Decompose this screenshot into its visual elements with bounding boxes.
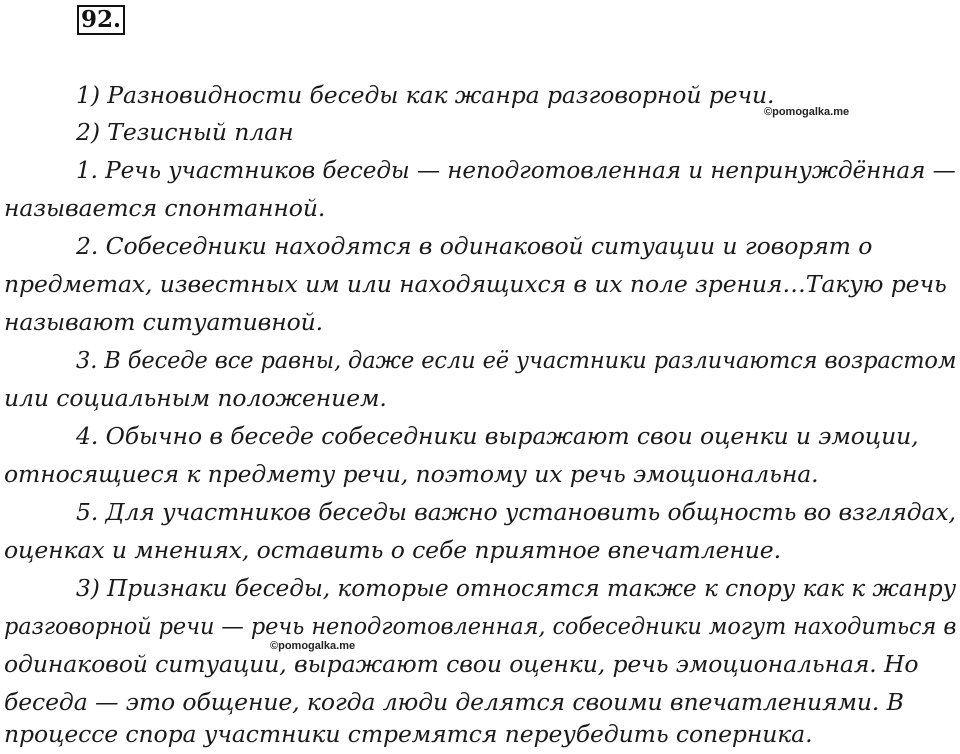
text-line: 3) Признаки беседы, которые относятся также к спору как к жанру (76, 574, 957, 602)
text-line: предметах, известных им или находящихся в их поле зрения…Такую речь (4, 270, 947, 298)
text-line: одинаковой ситуации, выражают свои оценки, речь эмоциональная. Но (4, 650, 919, 678)
watermark: ©pomogalka.me (764, 106, 850, 118)
text-line: 2) Тезисный план (76, 118, 294, 146)
text-line: 1) Разновидности беседы как жанра разговорной речи. (76, 81, 775, 109)
text-line: 1. Речь участников беседы — неподготовленная и непринуждённая — (76, 156, 956, 184)
text-line: называют ситуативной. (4, 308, 324, 336)
text-line: 4. Обычно в беседе собеседники выражают свои оценки и эмоции, (76, 422, 919, 450)
text-line: процессе спора участники стремятся переубедить соперника. (4, 720, 813, 748)
task-number: 92. (77, 5, 125, 35)
text-line: относящиеся к предмету речи, поэтому их речь эмоциональна. (4, 460, 819, 488)
text-line: или социальным положением. (4, 384, 387, 412)
text-line: оценках и мнениях, оставить о себе приятное впечатление. (4, 536, 781, 564)
text-line: называется спонтанной. (4, 194, 326, 222)
text-line: разговорной речи — речь неподготовленная, собеседники могут находиться в (4, 612, 957, 640)
watermark: ©pomogalka.me (270, 640, 356, 652)
text-line: 2. Собеседники находятся в одинаковой ситуации и говорят о (76, 232, 873, 260)
text-line: 3. В беседе все равны, даже если её участники различаются возрастом (76, 346, 957, 374)
text-line: беседа — это общение, когда люди делятся своими впечатлениями. В (4, 688, 904, 716)
text-line: 5. Для участников беседы важно установить общность во взглядах, (76, 498, 956, 526)
